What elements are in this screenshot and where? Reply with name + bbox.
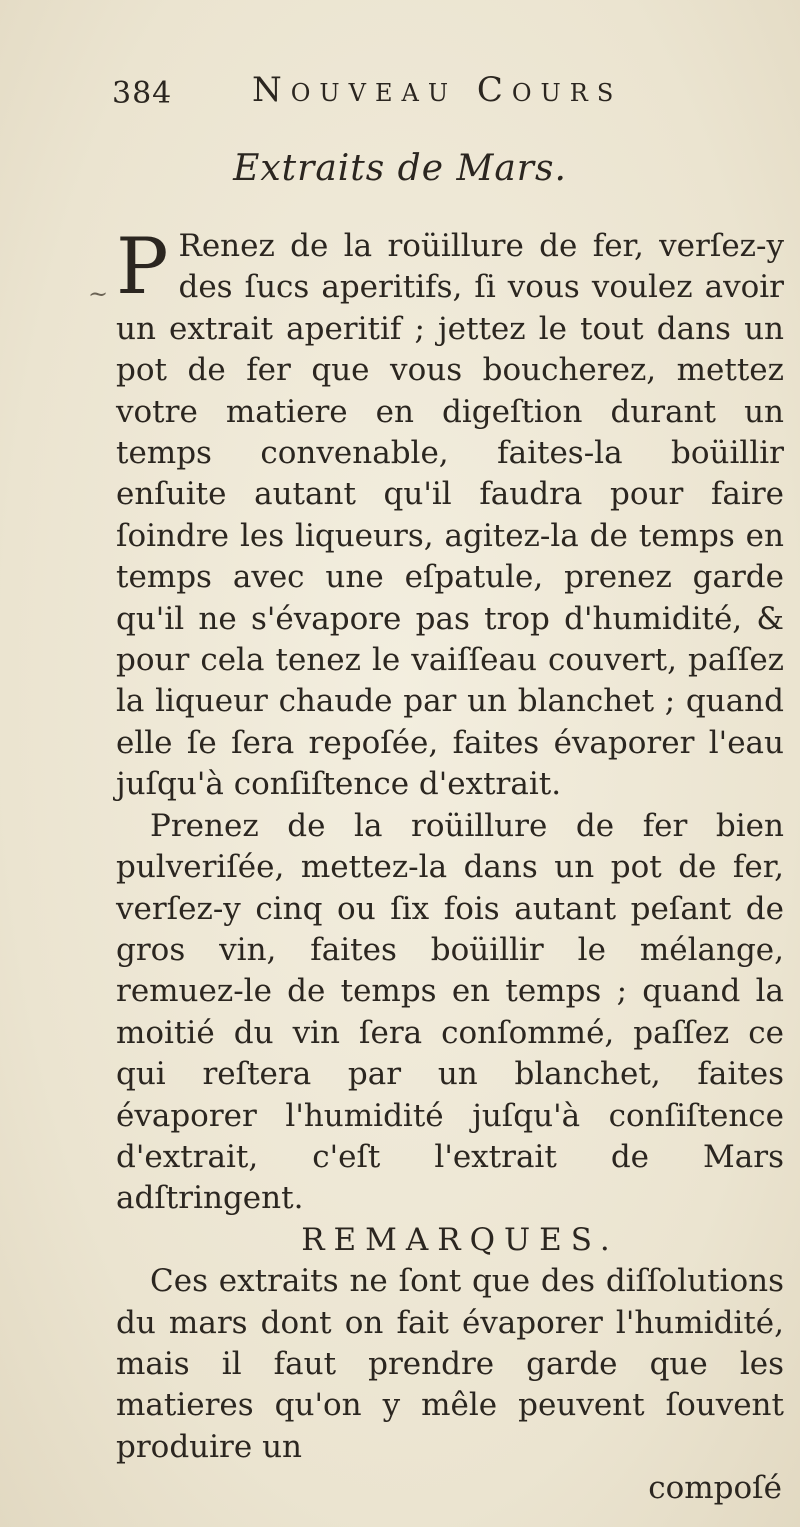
running-head [112,70,672,120]
paragraph-1 [116,222,784,806]
paragraph-1-text: Renez de la roüillure de fer, verſez-y des ſucs aperitifs, ſi vous voulez avoir un extrait aperitif ; jettez le tout dans un pot de fer que vous boucherez, mettez votre matiere en digeſtion durant un temps convenable, faites-la boüillir enſuite autant qu'il faudra pour faire ſoindre les liqueurs, agitez-la de temps en temps avec une eſpatule, prenez garde qu'il ne s'évapore pas trop d'humidité, & pour cela tenez le vaiſſeau couvert, paſſez la liqueur chaude par un blanchet ; quand elle ſe ſera repoſée, faites évaporer l'eau juſqu'à conſiſtence d'extrait. [116,228,784,803]
section-title: Extraits de Mars. [233,148,567,189]
page-number: 384 [112,76,173,111]
paragraph-3: Ces extraits ne ſont que des diſſolutions du mars dont on fait évaporer l'humidité, mais il faut prendre garde que les matieres qu'on y mêle peuvent ſouvent produire un [116,1263,784,1465]
paragraph-2: Prenez de la roüillure de fer bien pulveriſée, mettez-la dans un pot de fer, verſez-y cinq ou ſix fois autant peſant de gros vin, faites boüillir le mélange, remuez-le de temps en temps ; quand la moitié du vin ſera conſommé, paſſez ce qui reſtera par un blanchet, faites évaporer l'humidité juſqu'à conſiſtence d'extrait, c'eſt l'extrait de Mars adſtringent. [116,807,784,1217]
remarques-heading: REMARQUES. [301,1221,619,1258]
catchword: compoſé [648,1470,782,1507]
margin-mark: ~ [88,280,109,308]
running-title: Nouveau Cours [252,70,623,110]
body-text [116,222,784,1510]
drop-cap: P [116,222,169,312]
